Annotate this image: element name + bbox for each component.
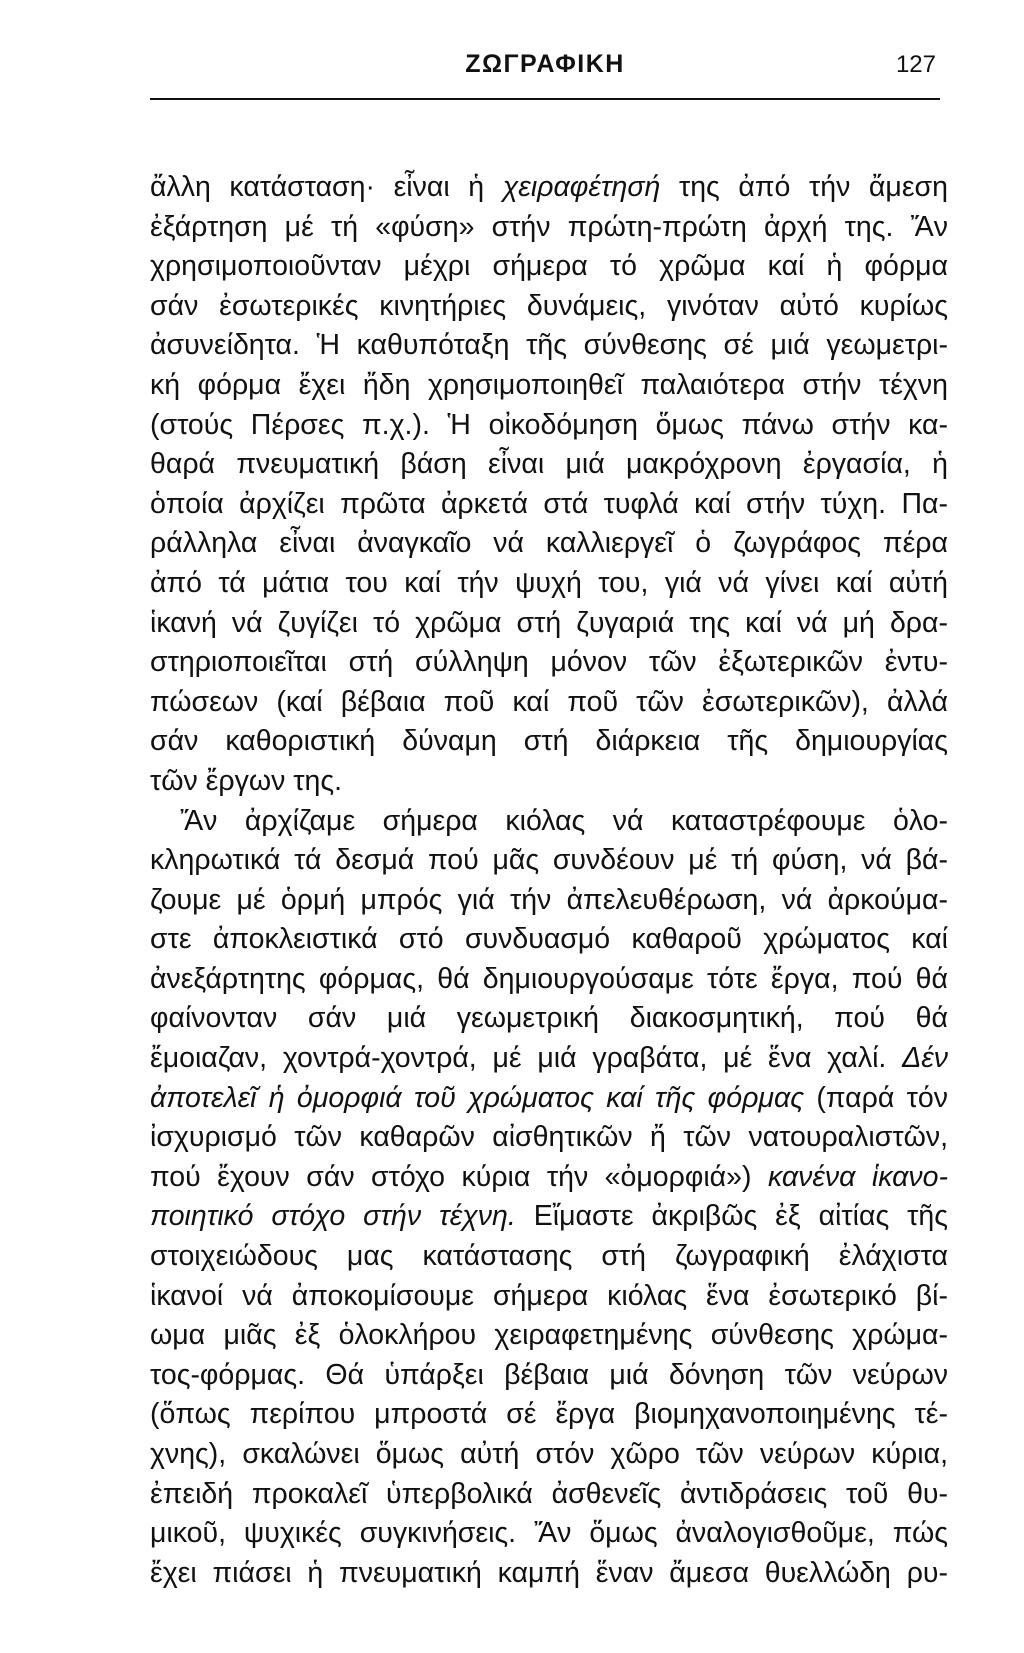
text-line: ἄλλη κατάσταση· εἶναι ἡ χειραφέτησή της ἀπό τήν ἄμεση xyxy=(150,171,948,203)
text-line: ράλληλα εἶναι ἀναγκαῖο νά καλλιεργεῖ ὁ ζωγράφος πέρα xyxy=(150,527,948,560)
text-line: ποιητικό στόχο στήν τέχνη. Εἴμαστε ἀκριβῶς ἐξ αἰτίας τῆς xyxy=(150,1200,949,1233)
text-line: πώσεων (καί βέβαια ποῦ καί ποῦ τῶν ἐσωτερικῶν), ἀλλά xyxy=(150,685,948,718)
text-line: ἀποτελεῖ ἡ ὀμορφιά τοῦ χρώματος καί τῆς φόρμας (παρά τόν xyxy=(150,1081,948,1114)
text-line: ἐπειδή προκαλεῖ ὑπερβολικά ἀσθενεῖς ἀντιδράσεις τοῦ θυ- xyxy=(150,1477,948,1510)
text-line: ἀπό τά μάτια του καί τήν ψυχή του, γιά νά γίνει καί αὐτή xyxy=(150,566,948,599)
text-line: σάν ἐσωτερικές κινητήριες δυνάμεις, γινόταν αὐτό κυρίως xyxy=(150,289,948,322)
text-line: τῶν ἔργων της. xyxy=(150,764,343,797)
text-line: χνης), σκαλώνει ὅμως αὐτή στόν χῶρο τῶν νεύρων κύρια, xyxy=(150,1438,948,1470)
text-line: ἰσχυρισμό τῶν καθαρῶν αἰσθητικῶν ἤ τῶν νατουραλιστῶν, xyxy=(150,1121,948,1154)
body-text xyxy=(150,168,948,1593)
text-line: στε ἀποκλειστικά στό συνδυασμό καθαροῦ χρώματος καί xyxy=(150,923,948,956)
text-line: ἔμοιαζαν, χοντρά-χοντρά, μέ μιά γραβάτα, μέ ἕνα χαλί. Δέν xyxy=(150,1042,948,1075)
italic-emphasis: ποιητικό στόχο στήν τέχνη. xyxy=(150,1200,516,1233)
text-line: ωμα μιᾶς ἐξ ὁλοκλήρου χειραφετημένης σύνθεσης χρώμα- xyxy=(150,1319,948,1352)
italic-emphasis: Δέν xyxy=(902,1042,948,1075)
text-line: στοιχειώδους μας κατάστασης στή ζωγραφική ἐλάχιστα xyxy=(150,1240,948,1273)
text-line: (στούς Πέρσες π.χ.). Ἡ οἰκοδόμηση ὅμως πάνω στήν κα- xyxy=(150,408,948,441)
text-line: κή φόρμα ἔχει ἤδη χρησιμοποιηθεῖ παλαιότερα στήν τέχνη xyxy=(150,368,948,401)
page-number: 127 xyxy=(895,51,936,78)
text-line: ἀσυνείδητα. Ἡ καθυπόταξη τῆς σύνθεσης σέ μιά γεωμετρι- xyxy=(150,329,948,362)
italic-emphasis: χειραφέτησή xyxy=(502,171,661,203)
text-line: ἱκανοί νά ἀποκομίσουμε σήμερα κιόλας ἕνα ἐσωτερικό βί- xyxy=(150,1279,948,1312)
text-line: χρησιμοποιοῦνταν μέχρι σήμερα τό χρῶμα καί ἡ φόρμα xyxy=(150,250,948,283)
text-line: ἔχει πιάσει ἡ πνευματική καμπή ἕναν ἄμεσα θυελλώδη ρυ- xyxy=(150,1556,948,1589)
text-line: μικοῦ, ψυχικές συγκινήσεις. Ἄν ὅμως ἀναλογισθοῦμε, πώς xyxy=(150,1517,948,1550)
text-line: ἀνεξάρτητης φόρμας, θά δημιουργούσαμε τότε ἔργα, πού θά xyxy=(150,962,948,995)
text-line: ὁποία ἀρχίζει πρῶτα ἀρκετά στά τυφλά καί στήν τύχη. Πα- xyxy=(150,487,948,520)
text-line: ζουμε μέ ὁρμή μπρός γιά τήν ἀπελευθέρωση, νά ἀρκούμα- xyxy=(150,883,948,916)
text-line: πού ἔχουν σάν στόχο κύρια τήν «ὀμορφιά») κανένα ἱκανο- xyxy=(150,1160,948,1193)
text-line: σάν καθοριστική δύναμη στή διάρκεια τῆς δημιουργίας xyxy=(150,725,948,758)
running-title: ΖΩΓΡΑΦΙΚΗ xyxy=(465,50,625,78)
italic-emphasis: κανένα ἱκανο- xyxy=(767,1160,948,1193)
running-header xyxy=(150,50,940,100)
text-line: στηριοποιεῖται στή σύλληψη μόνον τῶν ἐξωτερικῶν ἐντυ- xyxy=(150,646,948,679)
text-line: φαίνονταν σάν μιά γεωμετρική διακοσμητική, πού θά xyxy=(150,1002,948,1035)
italic-emphasis: ἀποτελεῖ ἡ ὀμορφιά τοῦ χρώματος καί τῆς φόρμας xyxy=(150,1081,805,1114)
text-line: (ὅπως περίπου μπροστά σέ ἔργα βιομηχανοποιημένης τέ- xyxy=(150,1398,948,1431)
text-line: κληρωτικά τά δεσμά πού μᾶς συνδέουν μέ τή φύση, νά βά- xyxy=(150,844,948,877)
text-line: ἱκανή νά ζυγίζει τό χρῶμα στή ζυγαριά της καί νά μή δρα- xyxy=(150,606,948,639)
text-line: τος-φόρμας. Θά ὑπάρξει βέβαια μιά δόνηση τῶν νεύρων xyxy=(150,1358,948,1391)
text-line: θαρά πνευματική βάση εἶναι μιά μακρόχρονη ἐργασία, ἡ xyxy=(150,448,948,481)
text-line: ἐξάρτηση μέ τή «φύση» στήν πρώτη-πρώτη ἀρχή της. Ἄν xyxy=(150,210,948,243)
text-line: Ἄν ἀρχίζαμε σήμερα κιόλας νά καταστρέφουμε ὁλο- xyxy=(180,804,948,837)
